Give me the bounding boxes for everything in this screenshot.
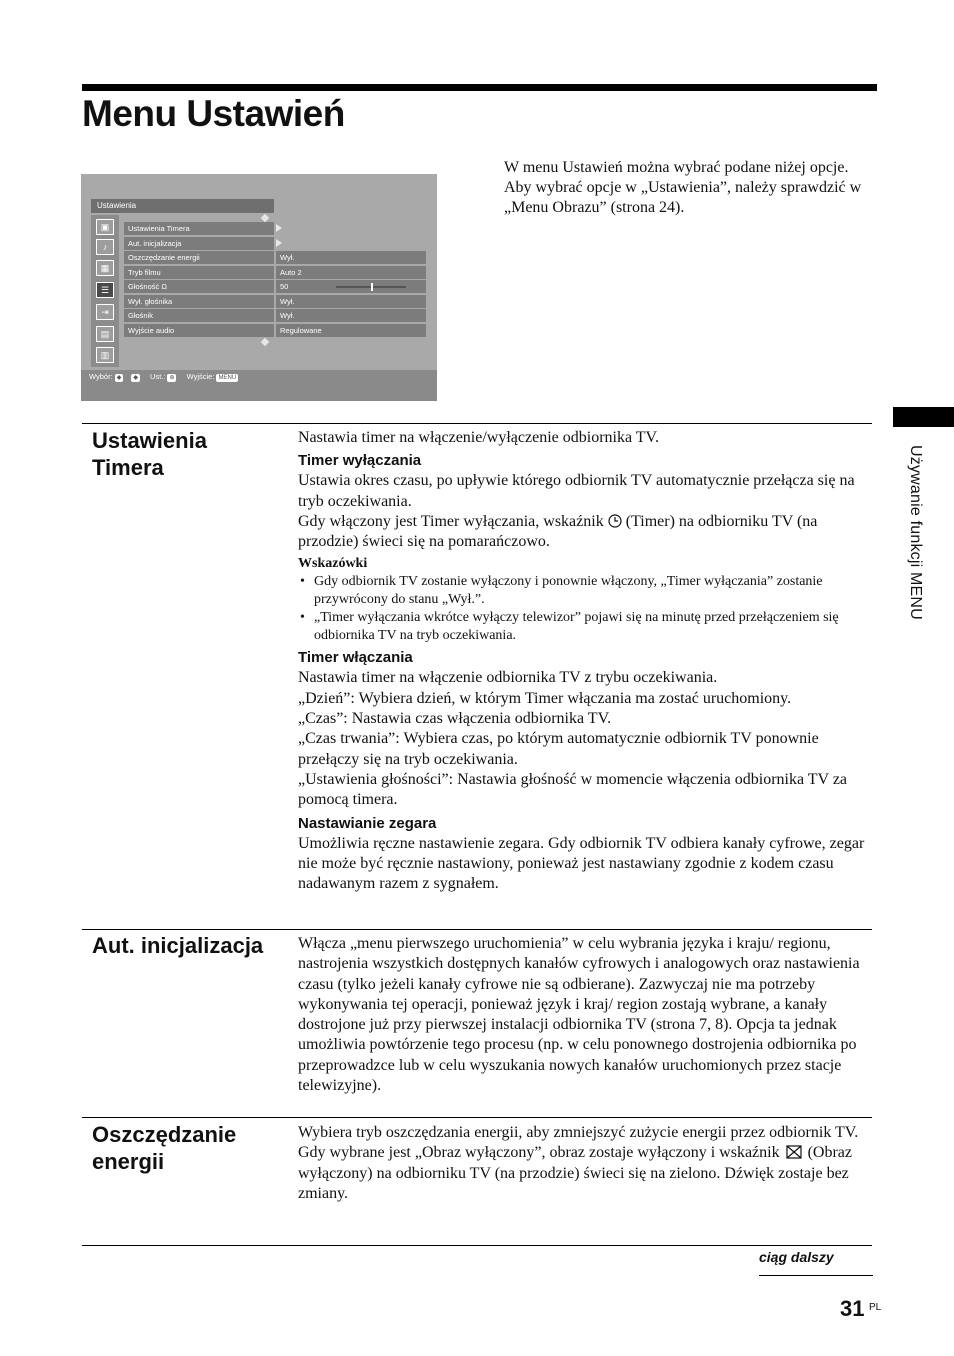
section-title-timer: Ustawienia Timera bbox=[92, 428, 207, 480]
input-icon: ⇥ bbox=[96, 304, 114, 320]
side-tab-marker bbox=[893, 407, 954, 427]
page-language: PL bbox=[869, 1302, 882, 1313]
section-body-timer: Nastawia timer na włączenie/wyłączenie odbiornika TV. Timer wyłączania Ustawia okres czasu, po upływie którego odbiornik TV automatycznie przełącza się na tryb oczekiwania. Gdy włączony jest Timer wyłączania, wskaźnik (Timer) na odbiorniku TV (na przodzie) świeci się na pomarańczowo. Wskazówki • Gdy odbiornik TV zostanie wyłączony i ponownie włączony, „Timer wyłączania” zostanie przywrócony do stanu „Wył.”. • „Timer wyłączania wkrótce wyłączy telewizor” pojawi się na minutę przed przełączeniem się odbiornika TV na tryb oczekiwania. Timer włączania Nastawia timer na włączenie odbiornika TV z trybu oczekiwania. „Dzień”: Wybiera dzień, w którym Timer włączania ma zostać uruchomiony. „Czas”: Nastawia czas włączenia odbiornika TV. „Czas trwania”: Wybiera czas, po którym automatycznie odbiornik TV ponownie przełączy się na tryb oczekiwania. „Ustawienia głośności”: Nastawia głośność w momencie włączenia odbiornika TV za pomocą timera. Nastawianie zegara Umożliwia ręczne nastawienie zegara. Gdy odbiornik TV odbiera kanały cyfrowe, zegar nie może być ręcznie nastawiony, ponieważ jest nastawiany zgodnie z kodem czasu nadawanym razem z sygnałem. bbox=[298, 428, 878, 894]
header-rule bbox=[82, 84, 877, 91]
volume-slider bbox=[336, 286, 406, 288]
tv-menu-value: Wył. bbox=[276, 295, 426, 308]
timer-icon bbox=[608, 514, 622, 528]
tv-menu-footer: Wybór: ◆ ◆ Ust.: ⊕ Wyjście: MENU bbox=[81, 370, 437, 401]
continued-label: ciąg dalszy bbox=[759, 1249, 834, 1265]
page-title: Menu Ustawień bbox=[82, 93, 345, 134]
section-body-power: Wybiera tryb oszczędzania energii, aby zmniejszyć zużycie energii przez odbiornik TV. Gdy wybrane jest „Obraz wyłączony”, obraz zostaje wyłączony i wskaźnik (Obraz wyłączony) na odbiorniku TV (na przodzie) świeci się na zielono. Dźwięk zostaje bez zmiany. bbox=[298, 1124, 859, 1202]
scroll-down-icon bbox=[261, 338, 269, 346]
tv-menu-item: Wył. głośnika bbox=[124, 295, 274, 308]
tv-menu-item: Głośnik bbox=[124, 309, 274, 322]
tv-menu-item: Tryb filmu bbox=[124, 266, 274, 279]
scroll-up-icon bbox=[261, 214, 269, 222]
tv-menu-item: Wyjście audio bbox=[124, 324, 274, 337]
section-divider bbox=[82, 423, 872, 424]
intro-text: W menu Ustawień można wybrać podane niżej opcje. Aby wybrać opcje w „Ustawienia”, należy sprawdzić w „Menu Obrazu” (strona 24). bbox=[504, 159, 862, 216]
tv-menu-item: Ustawienia Timera bbox=[124, 222, 274, 235]
tv-menu-icon-column bbox=[91, 215, 119, 367]
picture-icon: ▣ bbox=[96, 219, 114, 235]
tv-menu-value: Regulowane bbox=[276, 324, 426, 337]
tv-menu-item: Aut. inicjalizacja bbox=[124, 237, 274, 250]
tv-menu-item: Głośność Ω bbox=[124, 280, 274, 293]
tv-menu-value: 50 bbox=[276, 280, 426, 293]
settings-icon: ☰ bbox=[96, 282, 114, 298]
tv-menu-header: Ustawienia bbox=[91, 199, 274, 213]
tv-menu-value: Wył. bbox=[276, 251, 426, 264]
tv-menu-value: Auto 2 bbox=[276, 266, 426, 279]
side-tab-label: Używanie funkcji MENU bbox=[907, 445, 924, 620]
sound-icon: ♪ bbox=[96, 239, 114, 255]
footer-rule bbox=[759, 1275, 873, 1276]
page-number: 31 bbox=[840, 1296, 865, 1321]
pc-settings-icon: ▤ bbox=[96, 326, 114, 342]
section-body-autostart: Włącza „menu pierwszego uruchomienia” w celu wybrania języka i kraju/ regionu, nastrojenia wszystkich dostępnych kanałów cyfrowych i analogowych oraz nastawienia czasu (tylko jeżeli kanały cyfrowe nie są odbierane). Zazwyczaj nie ma potrzeby wykonywania tej operacji, ponieważ język i kraj/ region zostają wybrane, a kanały dostrojone już przy pierwszej instalacji odbiornika TV (strona 7, 8). Opcja ta jednak umożliwia powtórzenie tego procesu (np. w celu ponownego dostrojenia odbiornika po przeprowadzce lub w celu wyszukania nowych kanałów uruchomionych przez stacje telewizyjne). bbox=[298, 935, 860, 1095]
section-title-autostart: Aut. inicjalizacja bbox=[92, 933, 264, 958]
picture-off-icon bbox=[784, 1145, 804, 1159]
section-divider bbox=[82, 1117, 872, 1118]
tv-menu-value: Wył. bbox=[276, 309, 426, 322]
setup-icon: ▥ bbox=[96, 347, 114, 363]
section-divider bbox=[82, 1245, 872, 1246]
section-title-power: Oszczędzanie energii bbox=[92, 1122, 237, 1174]
tv-menu-screenshot bbox=[81, 174, 437, 401]
section-divider bbox=[82, 929, 872, 930]
screen-icon: ▦ bbox=[96, 260, 114, 276]
tv-menu-item: Oszczędzanie energii bbox=[124, 251, 274, 264]
